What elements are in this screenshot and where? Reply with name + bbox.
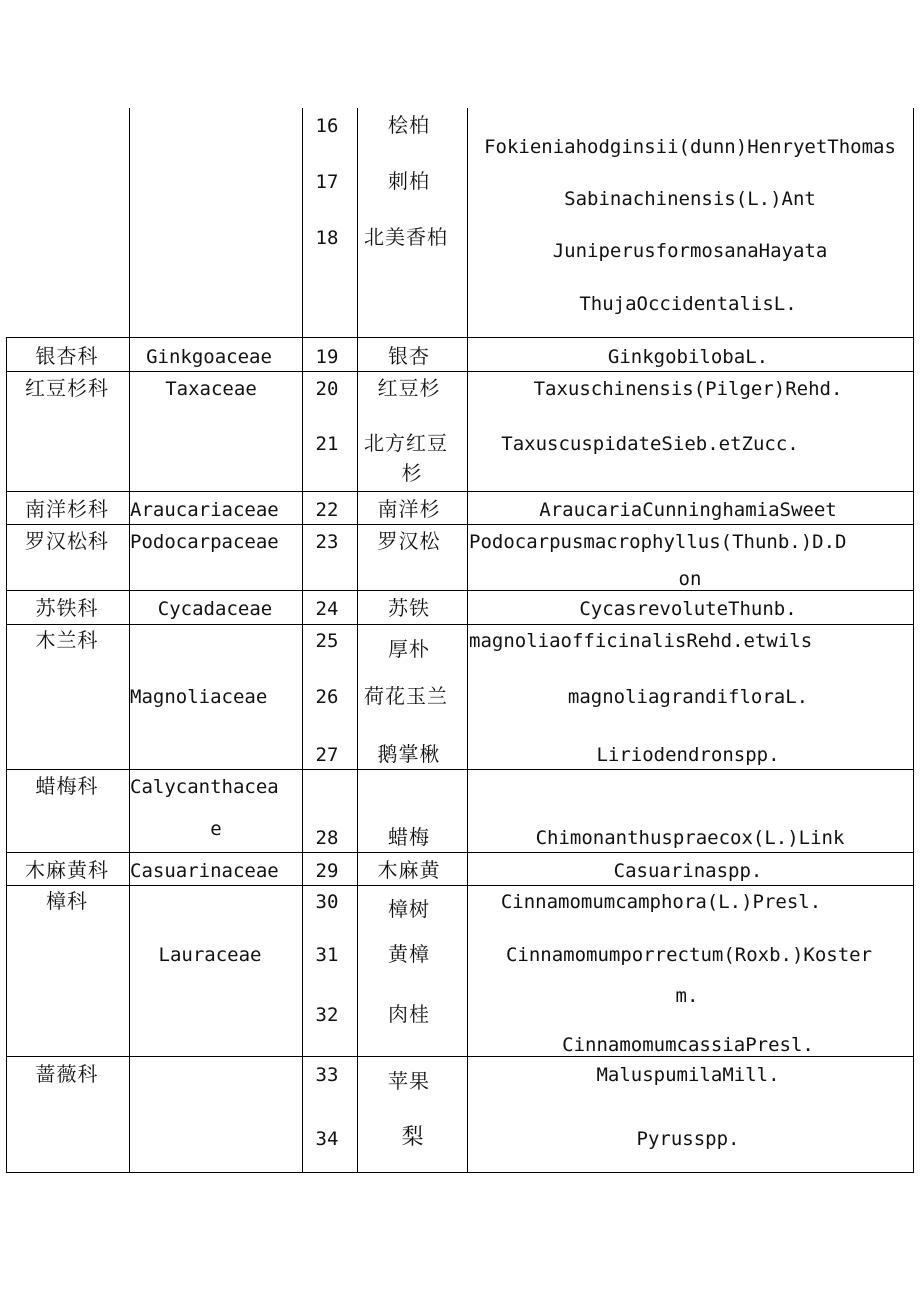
species-number: 25 bbox=[315, 630, 339, 652]
family-name-latin: Podocarpaceae bbox=[130, 531, 279, 553]
species-name-cn: 北方红豆 bbox=[364, 431, 448, 455]
species-number: 24 bbox=[315, 598, 339, 620]
family-name-latin: Taxaceae bbox=[165, 378, 257, 400]
species-latin: ThujaOccidentalisL. bbox=[579, 293, 797, 315]
species-name-cn: 厚朴 bbox=[388, 637, 430, 661]
species-latin: Taxuschinensis(Pilger)Rehd. bbox=[533, 378, 843, 400]
species-name-cn: 北美香柏 bbox=[364, 225, 448, 249]
family-name-cn: 蔷薇科 bbox=[35, 1062, 99, 1086]
species-name-cn: 苏铁 bbox=[388, 596, 430, 620]
family-name-latin: Casuarinaceae bbox=[130, 860, 279, 882]
family-name-cn: 苏铁科 bbox=[35, 596, 99, 620]
species-number: 32 bbox=[315, 1004, 339, 1026]
species-latin: Cinnamomumcamphora(L.)Presl. bbox=[500, 891, 822, 913]
species-number: 17 bbox=[315, 171, 339, 193]
species-name-cn: 荷花玉兰 bbox=[364, 684, 448, 708]
species-name-cn: 桧柏 bbox=[388, 113, 430, 137]
species-number: 28 bbox=[315, 827, 339, 849]
family-name-latin: Calycanthacea bbox=[130, 776, 279, 798]
family-name-cn: 罗汉松科 bbox=[25, 529, 109, 553]
species-latin: Casuarinaspp. bbox=[613, 860, 763, 882]
species-latin: on bbox=[678, 568, 702, 590]
species-name-cn: 南洋杉 bbox=[377, 497, 441, 521]
species-number: 23 bbox=[315, 531, 339, 553]
species-name-cn: 樟树 bbox=[388, 897, 430, 921]
species-latin: MaluspumilaMill. bbox=[596, 1064, 780, 1086]
species-number: 20 bbox=[315, 378, 339, 400]
species-name-cn: 银杏 bbox=[388, 344, 430, 368]
species-latin: Liriodendronspp. bbox=[596, 744, 780, 766]
family-name-latin: Araucariaceae bbox=[130, 499, 279, 521]
species-number: 30 bbox=[315, 891, 339, 913]
species-number: 27 bbox=[315, 744, 339, 766]
family-name-cn: 银杏科 bbox=[35, 344, 99, 368]
species-name-cn: 鹅掌楸 bbox=[377, 742, 441, 766]
species-latin: AraucariaCunninghamiaSweet bbox=[539, 499, 837, 521]
species-name-cn: 蜡梅 bbox=[388, 825, 430, 849]
species-number: 22 bbox=[315, 499, 339, 521]
species-latin: CycasrevoluteThunb. bbox=[579, 598, 797, 620]
species-latin: Chimonanthuspraecox(L.)Link bbox=[535, 827, 845, 849]
species-latin: Pyrusspp. bbox=[636, 1128, 740, 1150]
species-number: 18 bbox=[315, 227, 339, 249]
species-latin: CinnamomumcassiaPresl. bbox=[562, 1034, 814, 1056]
species-latin: Sabinachinensis(L.)Ant bbox=[564, 188, 816, 210]
species-number: 16 bbox=[315, 115, 339, 137]
species-number: 31 bbox=[315, 944, 339, 966]
species-number: 26 bbox=[315, 686, 339, 708]
species-name-cn: 苹果 bbox=[388, 1069, 430, 1093]
species-name-cn: 肉桂 bbox=[388, 1002, 430, 1026]
species-name-cn: 木麻黄 bbox=[377, 858, 441, 882]
species-latin: TaxuscuspidateSieb.etZucc. bbox=[501, 433, 799, 455]
family-name-latin: Lauraceae bbox=[158, 944, 262, 966]
species-number: 19 bbox=[315, 346, 339, 368]
species-latin: magnoliagrandifloraL. bbox=[567, 686, 809, 708]
species-name-cn: 刺柏 bbox=[388, 169, 430, 193]
species-latin: Cinnamomumporrectum(Roxb.)Koster bbox=[505, 944, 873, 966]
species-name-cn: 梨 bbox=[401, 1125, 425, 1150]
family-name-cn: 木兰科 bbox=[35, 628, 99, 652]
species-number: 33 bbox=[315, 1064, 339, 1086]
species-number: 34 bbox=[315, 1128, 339, 1150]
family-name-cn: 南洋杉科 bbox=[25, 497, 109, 521]
family-name-cn: 红豆杉科 bbox=[25, 376, 109, 400]
species-name-cn: 红豆杉 bbox=[377, 376, 441, 400]
family-name-cn: 樟科 bbox=[46, 889, 88, 913]
species-number: 29 bbox=[315, 860, 339, 882]
family-name-latin: Cycadaceae bbox=[157, 598, 273, 620]
family-name-latin: e bbox=[210, 818, 222, 840]
species-latin: Fokieniahodginsii(dunn)HenryetThomas bbox=[484, 136, 896, 158]
species-latin: magnoliaofficinalisRehd.etwils bbox=[469, 630, 813, 652]
species-name-cn: 黄樟 bbox=[388, 942, 430, 966]
species-latin: m. bbox=[675, 985, 699, 1007]
family-name-cn: 木麻黄科 bbox=[25, 858, 109, 882]
species-latin: JuniperusformosanaHayata bbox=[552, 240, 828, 262]
species-latin: Podocarpusmacrophyllus(Thunb.)D.D bbox=[469, 531, 847, 553]
species-name-cn: 杉 bbox=[401, 461, 423, 485]
species-latin: GinkgobilobaL. bbox=[607, 346, 769, 368]
family-name-latin: Magnoliaceae bbox=[130, 686, 268, 708]
species-name-cn: 罗汉松 bbox=[377, 529, 441, 553]
family-name-latin: Ginkgoaceae bbox=[146, 346, 272, 368]
family-name-cn: 蜡梅科 bbox=[35, 774, 99, 798]
species-number: 21 bbox=[315, 433, 339, 455]
